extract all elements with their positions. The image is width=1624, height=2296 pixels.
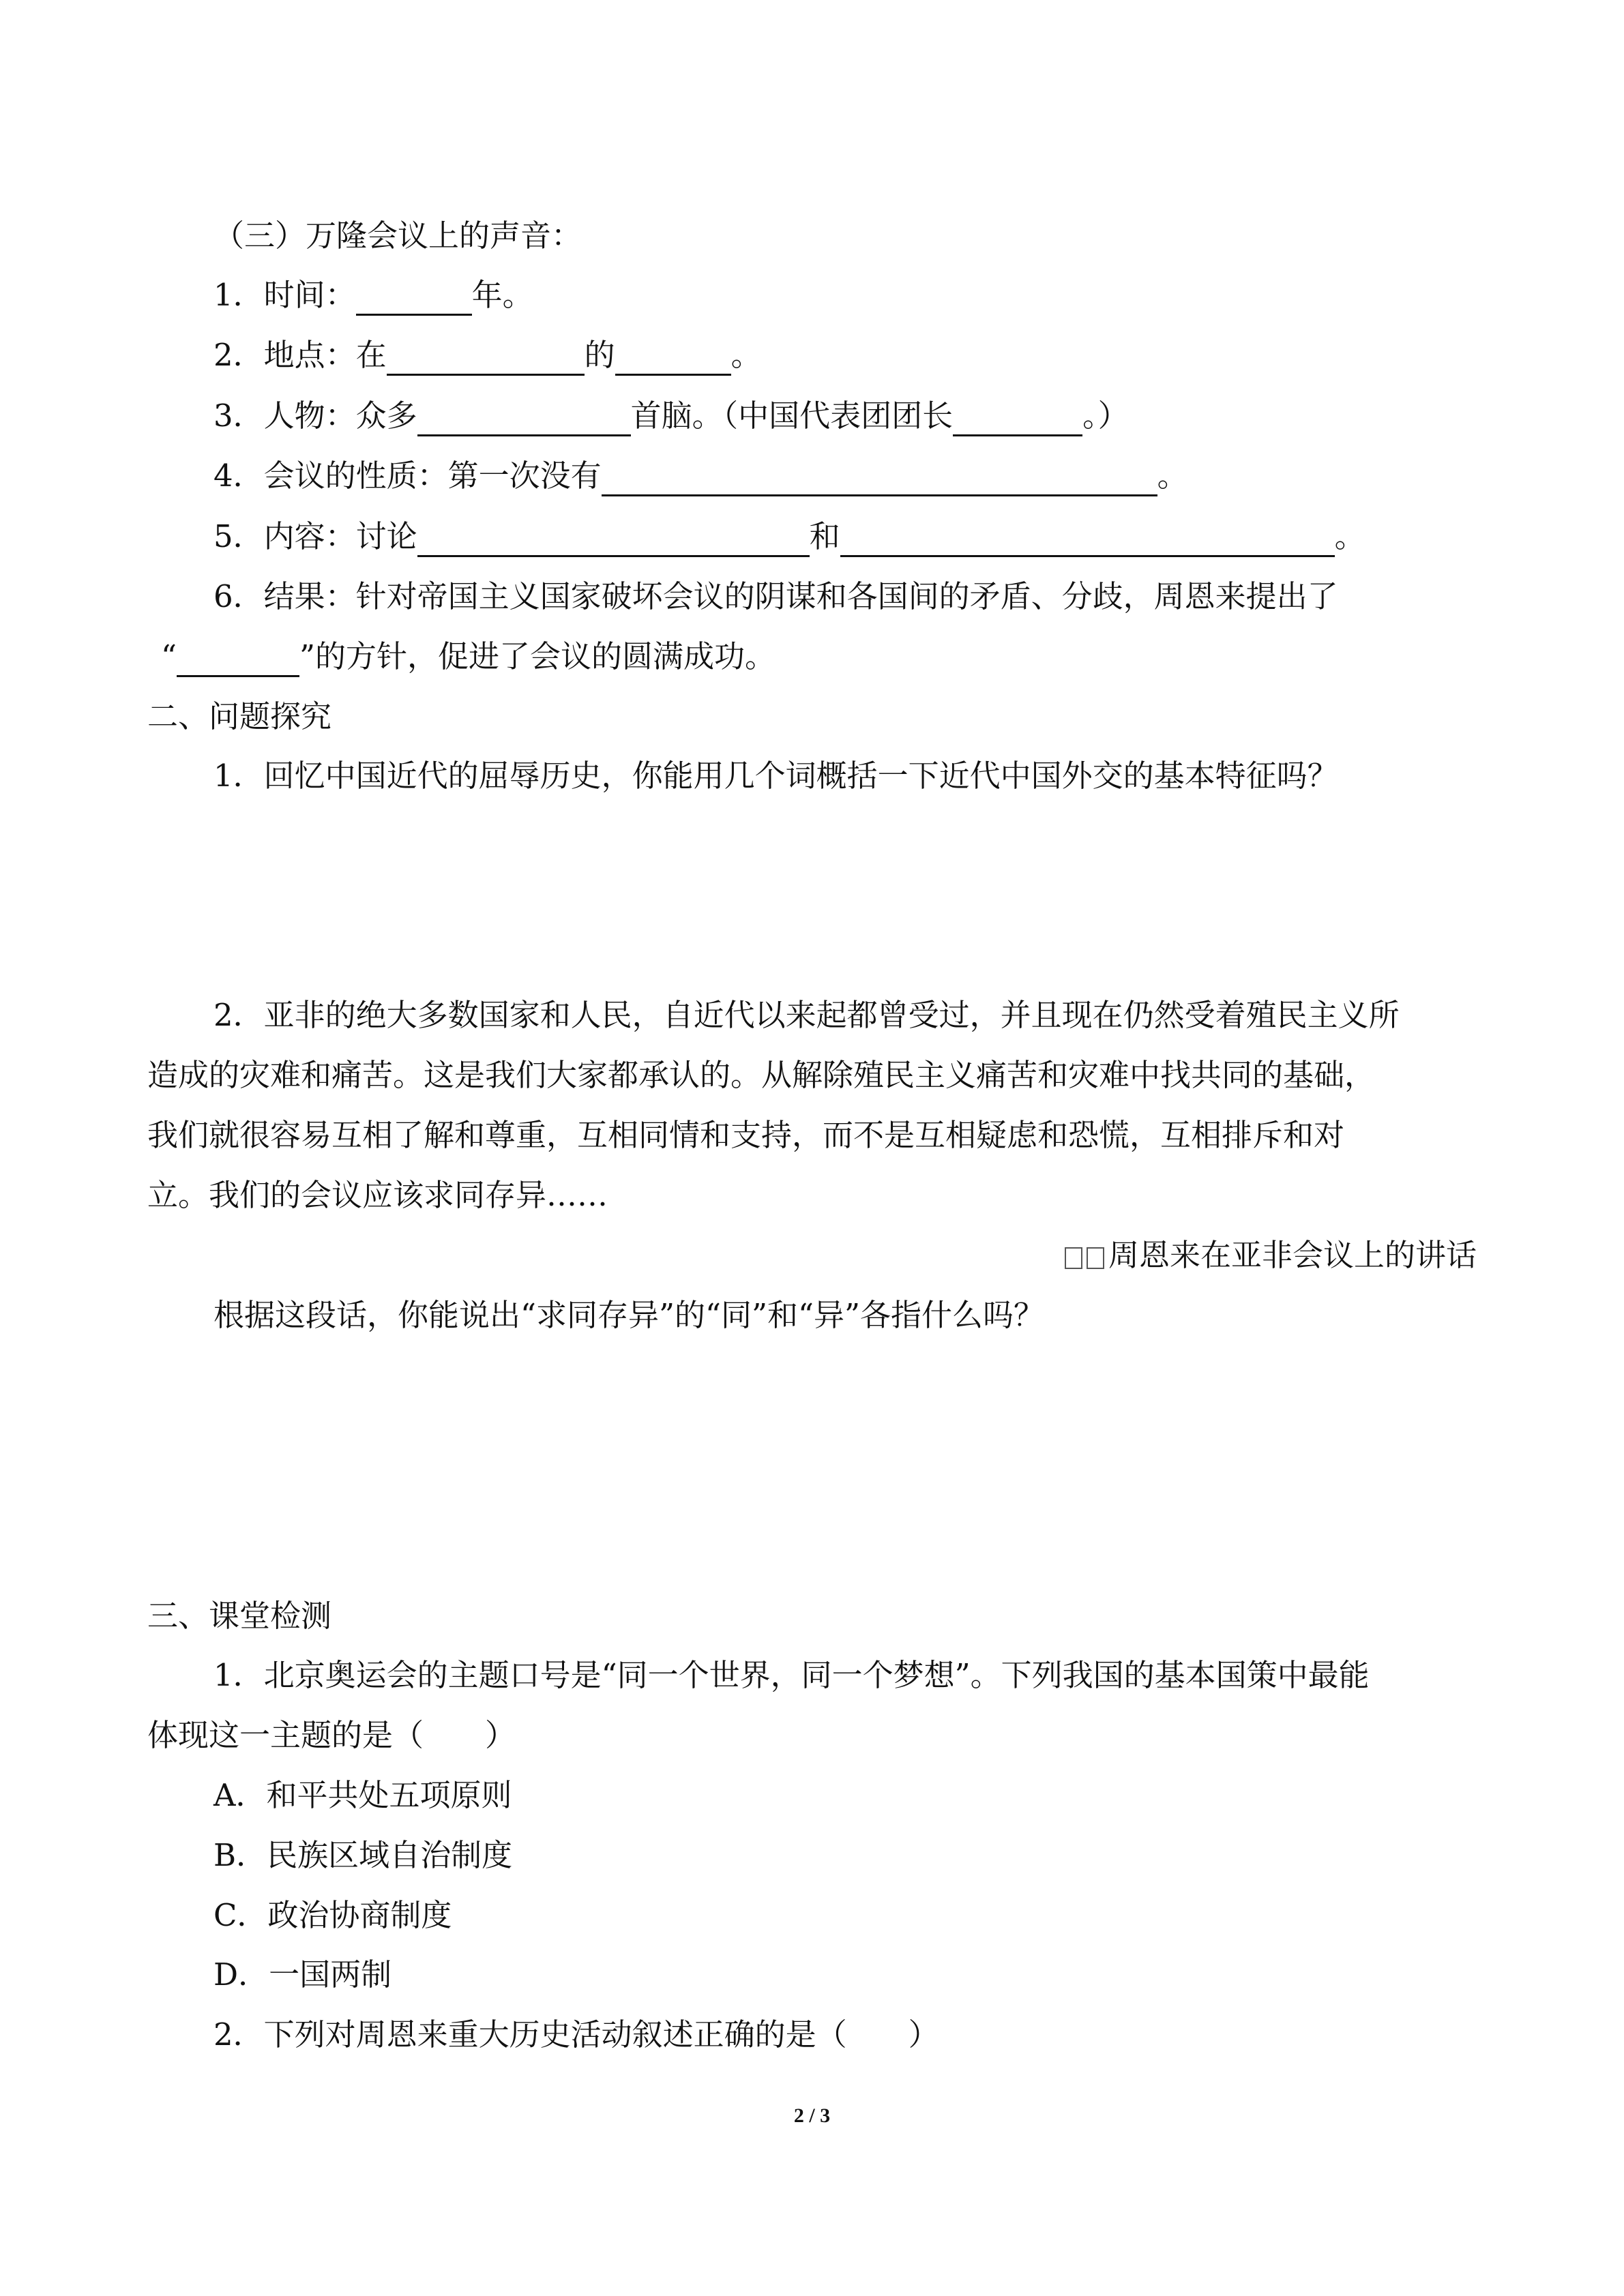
- bandung-nature-line: [213, 456, 1188, 496]
- content-label: 5．内容：讨论: [213, 518, 417, 554]
- time-after: 年。: [471, 277, 533, 313]
- missing-glyph-box-icon: [1087, 1247, 1104, 1269]
- bandung-heading: （三）万隆会议上的声音：: [213, 218, 582, 254]
- time-label: 1．时间：: [213, 277, 356, 313]
- time-blank[interactable]: [356, 281, 472, 316]
- bandung-content-line: [213, 516, 1365, 557]
- people-blank-2[interactable]: [953, 402, 1082, 436]
- inquiry-heading: 二、问题探究: [147, 698, 332, 734]
- bandung-result-line-2: [161, 636, 776, 677]
- page-number: 2 / 3: [793, 2104, 831, 2127]
- place-after: 。: [730, 337, 762, 373]
- inquiry-q2-line-3: 我们就很容易互相了解和尊重，互相同情和支持，而不是互相疑虑和恐慌，互相排斥和对: [147, 1117, 1345, 1153]
- nature-label: 4．会议的性质：第一次没有: [213, 458, 602, 494]
- place-blank-1[interactable]: [387, 341, 585, 376]
- missing-glyph-box-icon: [1065, 1247, 1082, 1269]
- people-after: 。）: [1082, 398, 1129, 434]
- content-after: 。: [1334, 518, 1365, 554]
- test-q1-line-1: 1．北京奥运会的主题口号是“同一个世界，同一个梦想”。下列我国的基本国策中最能: [213, 1657, 1370, 1693]
- test-heading: 三、课堂检测: [147, 1598, 332, 1634]
- inquiry-q2-line-1: 2．亚非的绝大多数国家和人民，自近代以来起都曾受过，并且现在仍然受着殖民主义所: [213, 997, 1400, 1033]
- inquiry-question-1: 1．回忆中国近代的屈辱历史，你能用几个词概括一下近代中国外交的基本特征吗？: [213, 758, 1338, 794]
- result-open-quote: “: [161, 638, 177, 674]
- inquiry-q2-question: 根据这段话，你能说出“求同存异”的“同”和“异”各指什么吗？: [213, 1297, 1045, 1333]
- content-mid: 和: [809, 518, 840, 554]
- test-q1-option-d: D．一国两制: [213, 1956, 392, 1993]
- test-q1-option-c: C．政治协商制度: [213, 1897, 452, 1933]
- bandung-time-line: [213, 275, 533, 316]
- bandung-people-line: [213, 396, 1129, 436]
- bandung-place-line: [213, 335, 762, 376]
- quote-source-text: 周恩来在亚非会议上的讲话: [1108, 1237, 1477, 1273]
- content-blank-1[interactable]: [417, 522, 810, 557]
- people-label: 3．人物：众多: [213, 398, 417, 434]
- nature-after: 。: [1157, 458, 1188, 494]
- test-question-2: 2．下列对周恩来重大历史活动叙述正确的是（ ）: [213, 2016, 939, 2053]
- test-q1-option-a: A．和平共处五项原则: [213, 1777, 512, 1813]
- result-close-text: ”的方针，促进了会议的圆满成功。: [299, 638, 776, 674]
- test-q1-option-b: B．民族区域自治制度: [213, 1837, 513, 1873]
- inquiry-q2-line-2: 造成的灾难和痛苦。这是我们大家都承认的。从解除殖民主义痛苦和灾难中找共同的基础，: [147, 1057, 1376, 1093]
- test-q1-line-2: 体现这一主题的是（ ）: [147, 1717, 516, 1753]
- result-blank[interactable]: [177, 642, 299, 677]
- people-blank-1[interactable]: [417, 402, 631, 436]
- inquiry-q2-line-4: 立。我们的会议应该求同存异……: [147, 1177, 608, 1213]
- content-blank-2[interactable]: [840, 522, 1335, 557]
- nature-blank[interactable]: [602, 462, 1157, 496]
- place-mid: 的: [584, 337, 615, 373]
- place-label: 2．地点：在: [213, 337, 387, 373]
- place-blank-2[interactable]: [615, 341, 731, 376]
- bandung-result-line-1: 6．结果：针对帝国主义国家破坏会议的阴谋和各国间的矛盾、分歧，周恩来提出了: [213, 578, 1338, 614]
- quote-source: [1065, 1235, 1477, 1276]
- people-mid: 首脑。（中国代表团团长: [630, 398, 954, 434]
